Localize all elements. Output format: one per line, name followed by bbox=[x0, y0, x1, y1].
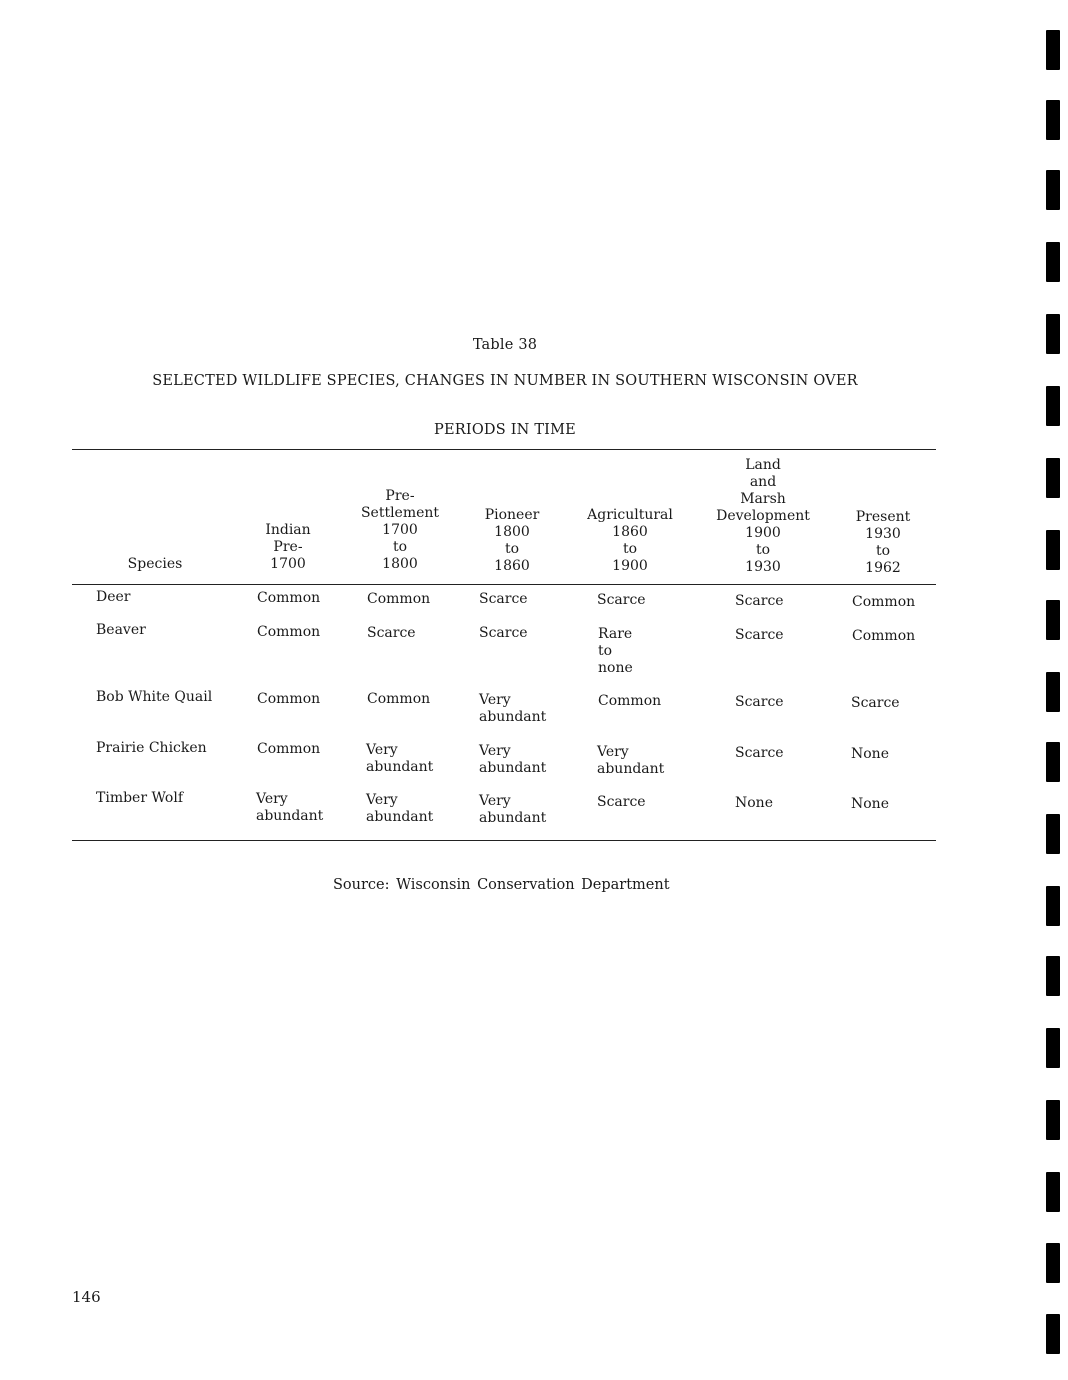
table-cell: Scarce bbox=[597, 794, 646, 810]
table-cell: Common bbox=[257, 691, 321, 707]
table-cell: Scarce bbox=[735, 694, 784, 710]
species-cell: Prairie Chicken bbox=[96, 740, 207, 756]
species-cell: Timber Wolf bbox=[96, 790, 184, 806]
table-cell: Common bbox=[367, 591, 431, 607]
header-species: Species bbox=[127, 556, 183, 572]
source-note: Source: Wisconsin Conservation Department bbox=[333, 877, 670, 893]
table-cell: Common bbox=[257, 624, 321, 640]
table-cell: Scarce bbox=[597, 592, 646, 608]
table-cell: None bbox=[851, 746, 889, 762]
binding-hole bbox=[1046, 1243, 1060, 1283]
species-cell: Bob White Quail bbox=[96, 689, 213, 705]
binding-hole bbox=[1046, 600, 1060, 640]
table-header-rule bbox=[72, 584, 936, 585]
table-cell: Very abundant bbox=[366, 792, 434, 825]
header-pre-settlement: Pre- Settlement 1700 to 1800 bbox=[360, 488, 440, 572]
binding-hole bbox=[1046, 886, 1060, 926]
table-cell: Very abundant bbox=[479, 692, 547, 725]
table-title-continued: PERIODS IN TIME bbox=[434, 422, 576, 438]
table-cell: Very abundant bbox=[256, 791, 324, 824]
table-cell: Common bbox=[852, 628, 916, 644]
header-present: Present 1930 to 1962 bbox=[855, 509, 911, 576]
table-bottom-rule bbox=[72, 840, 936, 841]
header-indian: Indian Pre- 1700 bbox=[265, 522, 311, 572]
table-cell: Very abundant bbox=[479, 793, 547, 826]
table-cell: Scarce bbox=[735, 627, 784, 643]
table-cell: Scarce bbox=[367, 625, 416, 641]
binding-hole bbox=[1046, 956, 1060, 996]
binding-hole bbox=[1046, 100, 1060, 140]
table-cell: Common bbox=[598, 693, 662, 709]
binding-hole bbox=[1046, 386, 1060, 426]
table-cell: Very abundant bbox=[597, 744, 665, 777]
binding-hole bbox=[1046, 1028, 1060, 1068]
table-cell: Common bbox=[852, 594, 916, 610]
table-cell: Common bbox=[367, 691, 431, 707]
table-cell: Common bbox=[257, 741, 321, 757]
binding-hole bbox=[1046, 672, 1060, 712]
table-cell: Very abundant bbox=[479, 743, 547, 776]
binding-hole bbox=[1046, 530, 1060, 570]
table-top-rule bbox=[72, 449, 936, 450]
binding-hole bbox=[1046, 242, 1060, 282]
header-pioneer: Pioneer 1800 to 1860 bbox=[484, 507, 540, 574]
table-cell: None bbox=[851, 796, 889, 812]
table-cell: Scarce bbox=[479, 591, 528, 607]
page-number: 146 bbox=[72, 1288, 101, 1306]
table-cell: Scarce bbox=[735, 745, 784, 761]
binding-hole bbox=[1046, 1172, 1060, 1212]
binding-hole bbox=[1046, 458, 1060, 498]
table-number: Table 38 bbox=[472, 337, 538, 353]
table-cell: Rare to none bbox=[598, 626, 633, 676]
binding-hole bbox=[1046, 742, 1060, 782]
table-cell: None bbox=[735, 795, 773, 811]
table-cell: Scarce bbox=[479, 625, 528, 641]
species-cell: Deer bbox=[96, 589, 131, 605]
binding-hole bbox=[1046, 314, 1060, 354]
binding-hole bbox=[1046, 1314, 1060, 1354]
table-cell: Very abundant bbox=[366, 742, 434, 775]
binding-hole bbox=[1046, 170, 1060, 210]
table-cell: Scarce bbox=[851, 695, 900, 711]
species-cell: Beaver bbox=[96, 622, 146, 638]
binding-hole bbox=[1046, 30, 1060, 70]
table-title: SELECTED WILDLIFE SPECIES, CHANGES IN NUMBER IN SOUTHERN WISCONSIN OVER bbox=[152, 373, 858, 389]
header-agricultural: Agricultural 1860 to 1900 bbox=[587, 507, 673, 574]
table-cell: Scarce bbox=[735, 593, 784, 609]
binding-hole bbox=[1046, 1100, 1060, 1140]
binding-hole bbox=[1046, 814, 1060, 854]
header-land-marsh-development: Land and Marsh Development 1900 to 1930 bbox=[716, 457, 810, 575]
table-cell: Common bbox=[257, 590, 321, 606]
